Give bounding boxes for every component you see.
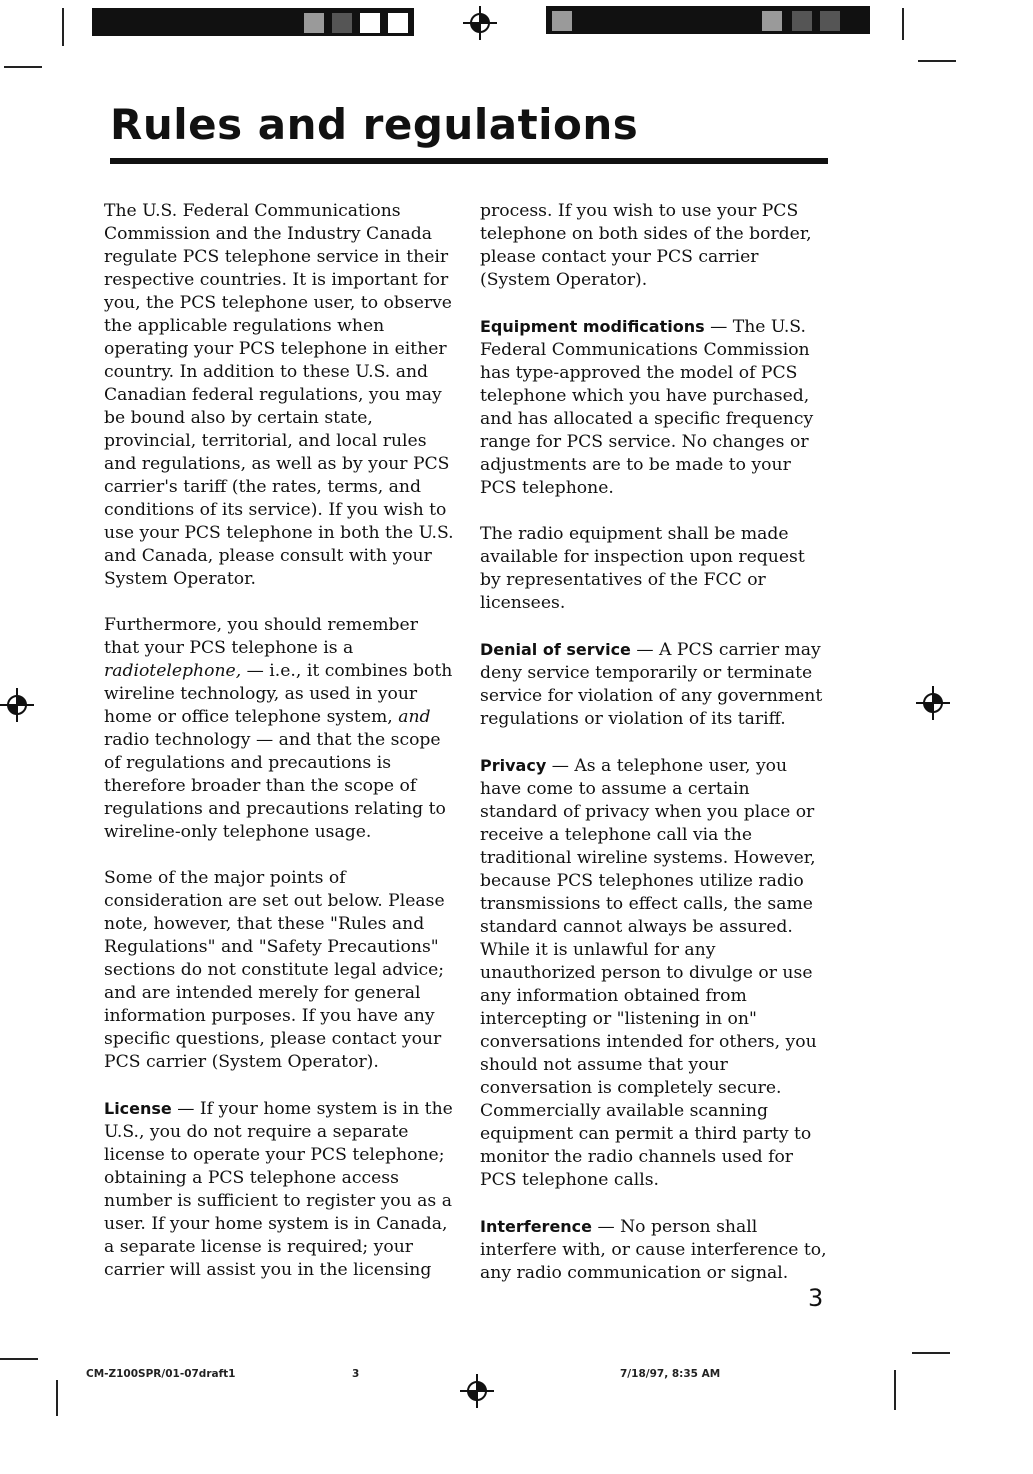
crop-mark-top-left — [62, 8, 64, 46]
footer-timestamp: 7/18/97, 8:35 AM — [620, 1368, 721, 1380]
crop-mark-bottom-left-h — [0, 1358, 38, 1360]
text-run: Furthermore, you should remember that your PCS telephone is a — [104, 615, 418, 658]
crop-mark-top-right-h — [918, 60, 956, 62]
density-bar-left — [92, 8, 414, 36]
page-title: Rules and regulations — [110, 100, 639, 149]
density-swatch — [790, 9, 814, 33]
crop-mark-top-right — [902, 8, 904, 40]
paragraph-radio-equipment: The radio equipment shall be made available for inspection upon request by representatives of the FCC or licensees. — [480, 524, 805, 613]
heading-privacy: Privacy — [480, 756, 547, 775]
privacy-text: — As a telephone user, you have come to assume a certain standard of privacy when you place or receive a telephone call via the traditional wireline systems. However, because PCS telephones utilize radio transmissions to effect calls, the same standard cannot always be assured. While it is unlawful for any unauthorized person to divulge or use any information obtained from intercepting or "listening in on" conversations intended for others, you should not assume that your conversation is completely secure. Commercially available scanning equipment can permit a third party to monitor the radio channels used for PCS telephone calls. — [480, 756, 817, 1190]
density-swatch — [330, 11, 354, 35]
crop-mark-top-left-h — [4, 66, 42, 68]
text-run: — i.e., it combines both wireline technology, as used in your home or office telephone system, — [104, 661, 453, 727]
heading-equipment-modifications: Equipment modifications — [480, 317, 705, 336]
registration-mark-icon — [0, 688, 34, 722]
registration-mark-icon — [463, 6, 497, 40]
crop-mark-bottom-right-h — [912, 1352, 950, 1354]
text-run: radio technology — and that the scope of regulations and precautions is therefore broader than the scope of regulations and precautions relating to wireline-only telephone usage. — [104, 730, 446, 842]
heading-denial-of-service: Denial of service — [480, 640, 631, 659]
heading-interference: Interference — [480, 1217, 593, 1236]
section-license — [104, 1097, 456, 1282]
density-swatch — [760, 9, 784, 33]
emphasis-and: and — [398, 707, 431, 727]
section-interference — [480, 1215, 830, 1285]
equipment-text: — The U.S. Federal Communications Commission has type-approved the model of PCS telephone which you have purchased, and has allocated a specific frequency range for PCS service. No changes or adjustments are to be made to your PCS telephone. — [480, 317, 814, 498]
density-swatch — [358, 11, 382, 35]
crop-mark-bottom-left — [56, 1380, 58, 1416]
crop-mark-bottom-right — [894, 1370, 896, 1410]
registration-mark-icon — [916, 686, 950, 720]
footer-doc-id: CM-Z100SPR/01-07draft1 — [86, 1368, 236, 1380]
density-swatch — [386, 11, 410, 35]
footer-page: 3 — [352, 1368, 360, 1380]
section-denial — [480, 638, 830, 731]
paragraph-intro: The U.S. Federal Communications Commission and the Industry Canada regulate PCS telephone service in their respective countries. It is important for you, the PCS telephone user, to observe the applicable regulations when operating your PCS telephone in either country. In addition to these U.S. and Canadian federal regulations, you may be bound also by certain state, provincial, territorial, and local rules and regulations, as well as by your PCS carrier's tariff (the rates, terms, and conditions of its service). If you wish to use your PCS telephone in both the U.S. and Canada, please consult with your System Operator. — [104, 201, 454, 589]
density-swatch — [818, 9, 842, 33]
interference-text: — No person shall interfere with, or cause interference to, any radio communication or signal. — [480, 1217, 827, 1283]
section-equipment — [480, 315, 830, 500]
paragraph-radiotelephone — [104, 614, 456, 844]
density-swatch — [550, 9, 574, 33]
denial-text: — A PCS carrier may deny service temporarily or terminate service for violation of any government regulations or violation of its tariff. — [480, 640, 823, 729]
heading-license: License — [104, 1099, 172, 1118]
density-bar-right — [546, 6, 870, 34]
paragraph-considerations: Some of the major points of consideration are set out below. Please note, however, that these "Rules and Regulations" and "Safety Precautions" sections do not constitute legal advice; and are intended merely for general information purposes. If you have any specific questions, please contact your PCS carrier (System Operator). — [104, 868, 445, 1072]
section-privacy — [480, 754, 830, 1192]
left-column — [104, 200, 456, 1305]
registration-mark-icon — [460, 1374, 494, 1408]
license-text: — If your home system is in the U.S., you do not require a separate license to operate your PCS telephone; obtaining a PCS telephone access number is sufficient to register you as a user. If your home system is in Canada, a separate license is required; your carrier will assist you in the licensing — [104, 1099, 453, 1280]
paragraph-continued: process. If you wish to use your PCS telephone on both sides of the border, please contact your PCS carrier (System Operator). — [480, 201, 812, 290]
title-rule — [110, 158, 828, 164]
density-swatch — [302, 11, 326, 35]
page-number: 3 — [808, 1284, 824, 1312]
right-column — [480, 200, 830, 1308]
emphasis-radiotelephone: radiotelephone, — [104, 661, 242, 681]
